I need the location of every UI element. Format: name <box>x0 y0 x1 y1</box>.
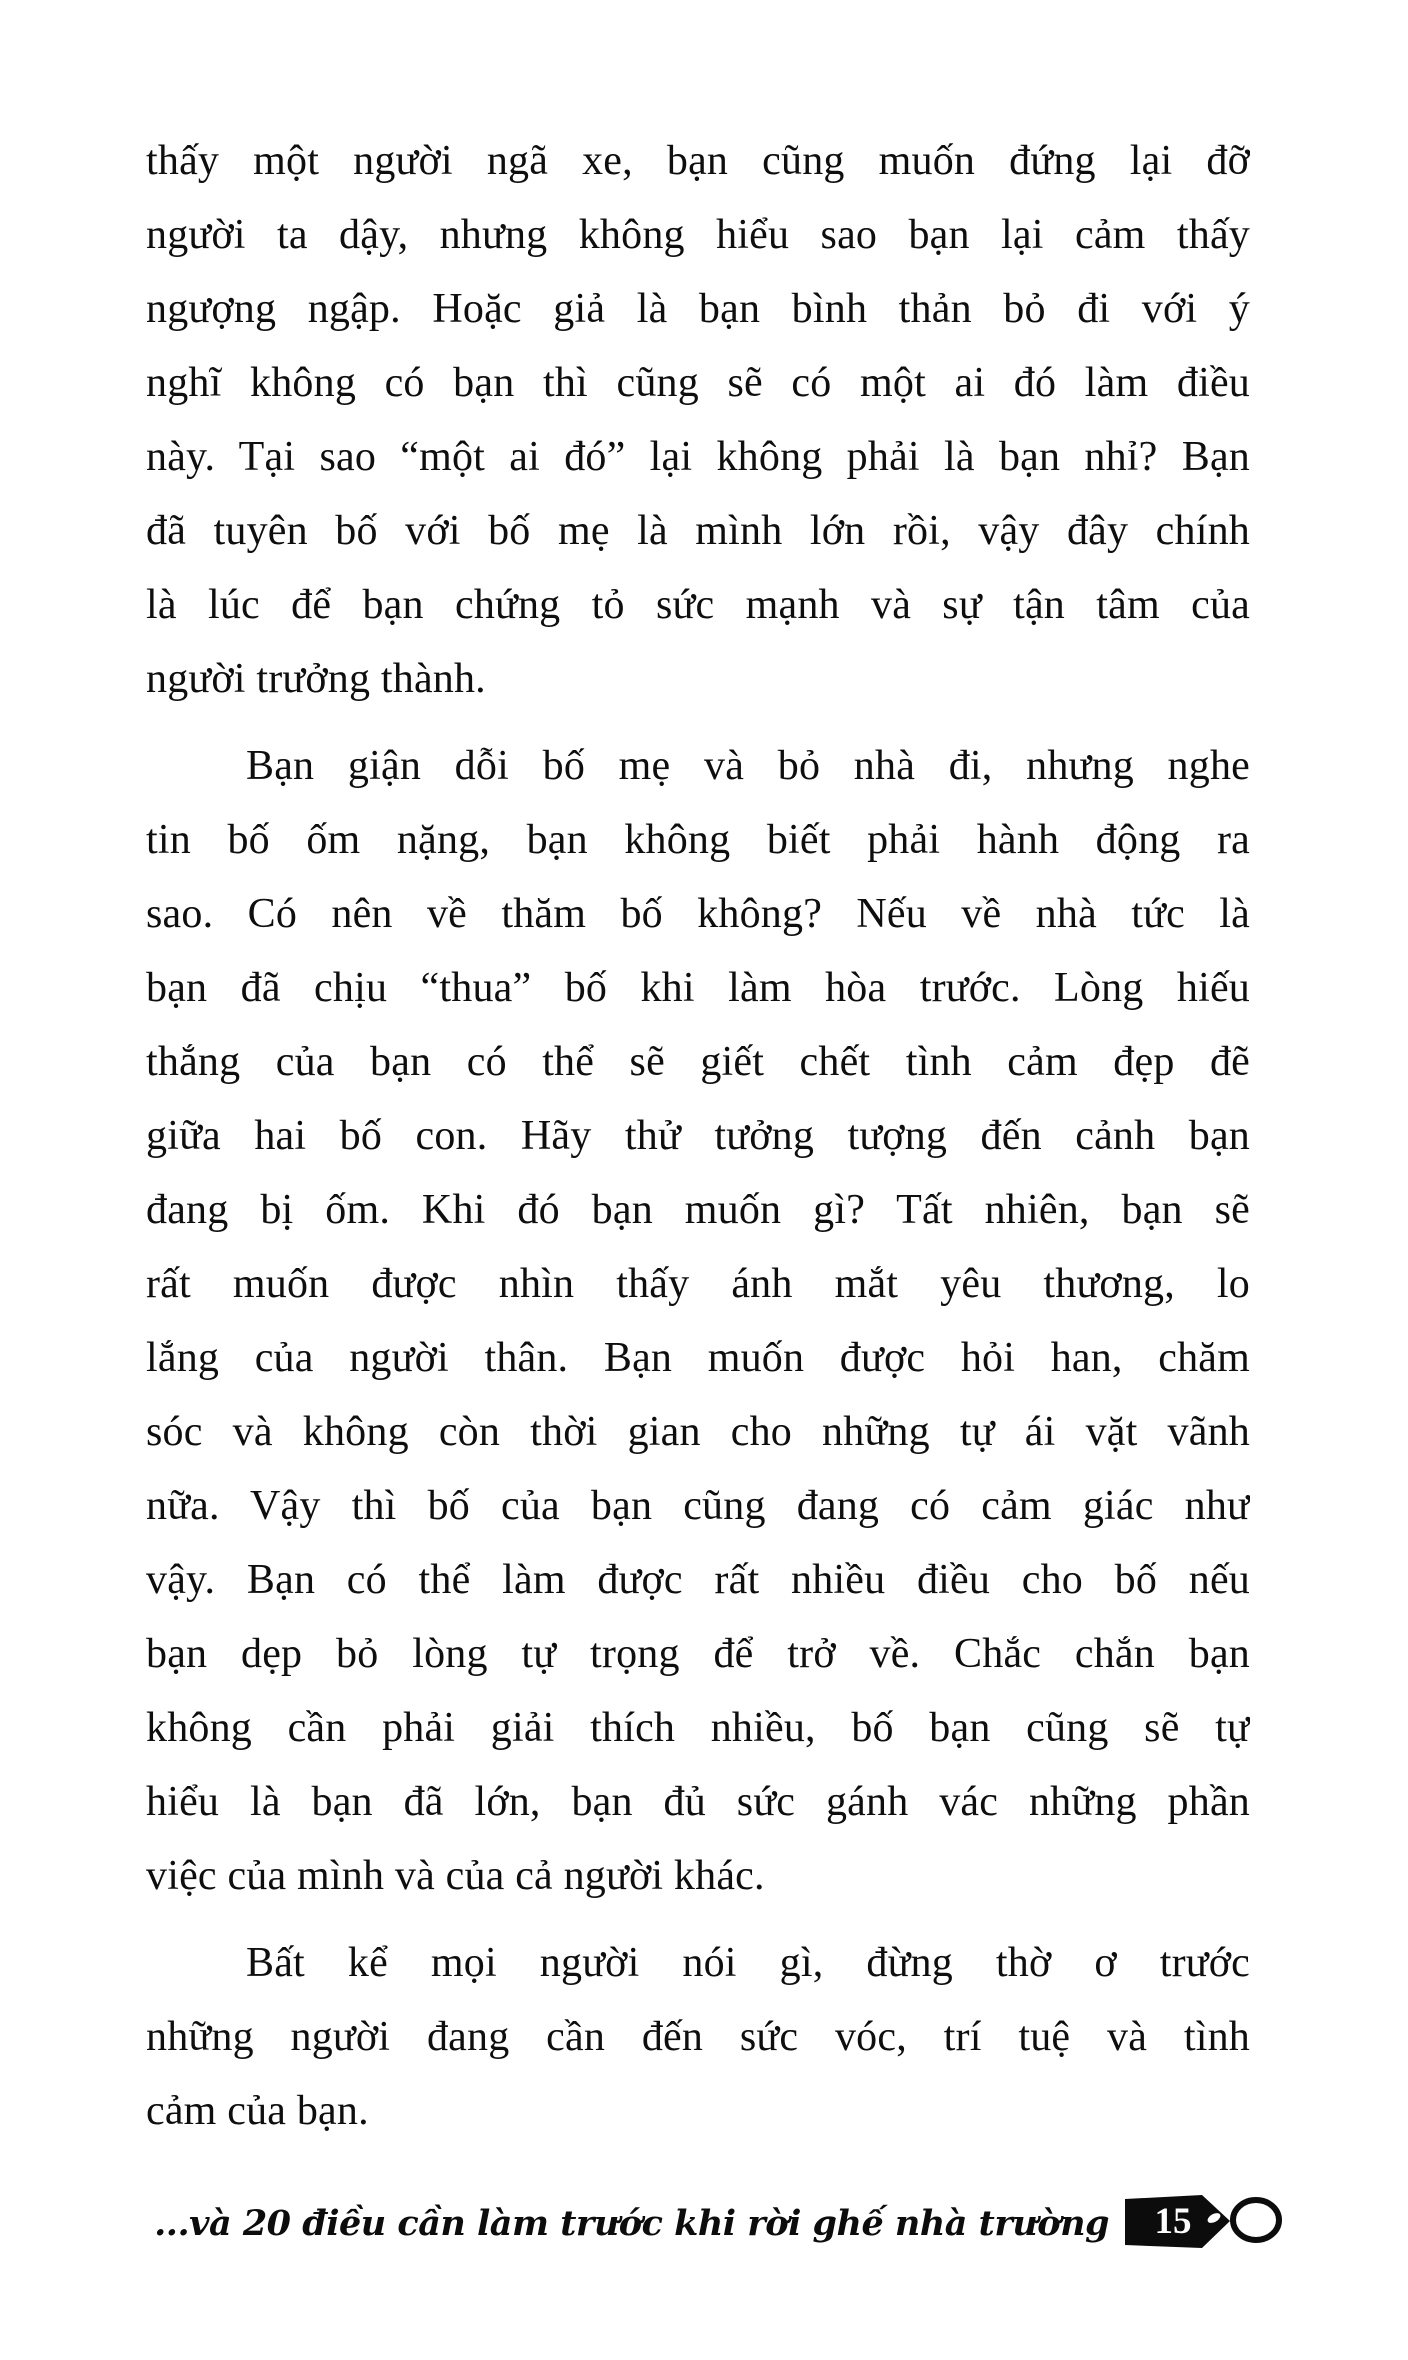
body-line: hiểu là bạn đã lớn, bạn đủ sức gánh vác những phần <box>146 1779 1250 1825</box>
body-line: Bất kể mọi người nói gì, đừng thờ ơ trước <box>246 1940 1250 1986</box>
body-line: nghĩ không có bạn thì cũng sẽ có một ai đó làm điều <box>146 360 1250 406</box>
body-line: giữa hai bố con. Hãy thử tưởng tượng đến cảnh bạn <box>146 1113 1250 1159</box>
body-line: ngượng ngập. Hoặc giả là bạn bình thản bỏ đi với ý <box>146 286 1250 332</box>
paragraph-3 <box>146 1926 1250 2148</box>
paragraph-2 <box>146 729 1250 1913</box>
body-line: nữa. Vậy thì bố của bạn cũng đang có cảm giác như <box>146 1483 1250 1529</box>
page-footer <box>0 2194 1282 2252</box>
page-number-tag <box>1124 2195 1282 2251</box>
page-number: 15 <box>1154 2201 1192 2242</box>
body-line: vậy. Bạn có thể làm được rất nhiều điều cho bố nếu <box>146 1557 1250 1603</box>
body-text <box>146 124 1250 2148</box>
body-line: sao. Có nên về thăm bố không? Nếu về nhà tức là <box>146 891 1250 937</box>
body-line: thắng của bạn có thể sẽ giết chết tình cảm đẹp đẽ <box>146 1039 1250 1085</box>
body-line: cảm của bạn. <box>146 2088 369 2134</box>
body-line: lắng của người thân. Bạn muốn được hỏi han, chăm <box>146 1335 1250 1381</box>
body-line: bạn đã chịu “thua” bố khi làm hòa trước. Lòng hiếu <box>146 965 1250 1011</box>
body-line: những người đang cần đến sức vóc, trí tuệ và tình <box>146 2014 1250 2060</box>
paragraph-1 <box>146 124 1250 716</box>
body-line: sóc và không còn thời gian cho những tự ái vặt vãnh <box>146 1409 1250 1455</box>
body-line: này. Tại sao “một ai đó” lại không phải là bạn nhỉ? Bạn <box>146 434 1250 480</box>
body-line: rất muốn được nhìn thấy ánh mắt yêu thương, lo <box>146 1261 1250 1307</box>
running-title: ...và 20 điều cần làm trước khi rời ghế nhà trường <box>154 2202 1109 2244</box>
body-line: tin bố ốm nặng, bạn không biết phải hành động ra <box>146 817 1250 863</box>
body-line: Bạn giận dỗi bố mẹ và bỏ nhà đi, nhưng nghe <box>246 743 1250 789</box>
body-line: đang bị ốm. Khi đó bạn muốn gì? Tất nhiên, bạn sẽ <box>146 1187 1250 1233</box>
body-line: người ta dậy, nhưng không hiểu sao bạn lại cảm thấy <box>146 212 1250 258</box>
body-line: là lúc để bạn chứng tỏ sức mạnh và sự tận tâm của <box>146 582 1250 628</box>
body-line: đã tuyên bố với bố mẹ là mình lớn rồi, vậy đây chính <box>146 508 1250 554</box>
body-line: không cần phải giải thích nhiều, bố bạn cũng sẽ tự <box>146 1705 1250 1751</box>
body-line: việc của mình và của cả người khác. <box>146 1853 765 1899</box>
body-line: người trưởng thành. <box>146 656 486 702</box>
body-line: thấy một người ngã xe, bạn cũng muốn đứng lại đỡ <box>146 138 1250 184</box>
body-line: bạn dẹp bỏ lòng tự trọng để trở về. Chắc chắn bạn <box>146 1631 1250 1677</box>
